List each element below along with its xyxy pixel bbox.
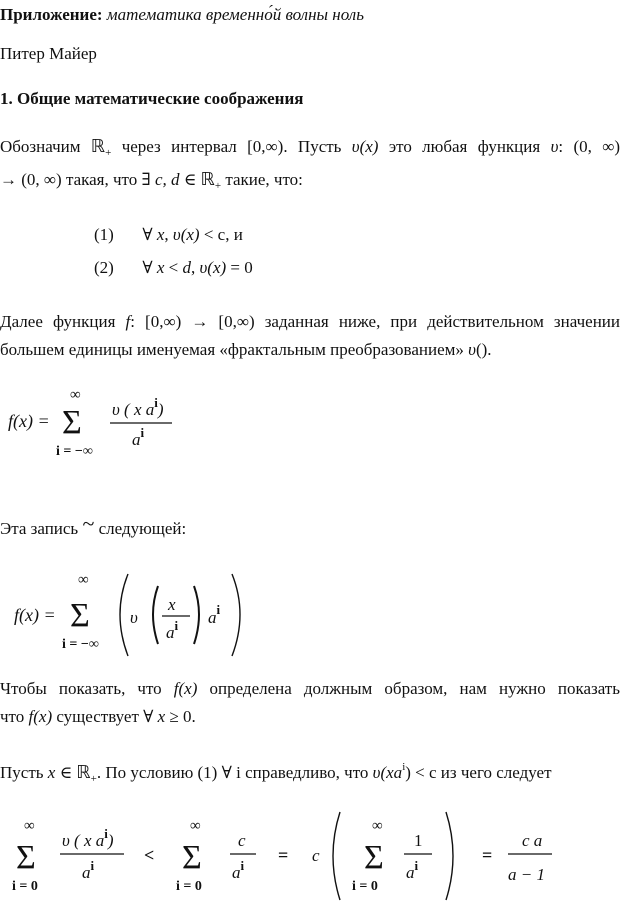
result-denominator: a − 1 (508, 865, 545, 884)
term1-numerator: υ ( x $a^i$) (62, 826, 114, 850)
var-x: x (157, 707, 166, 726)
text: = 0 (226, 258, 253, 277)
text: , (190, 258, 200, 277)
text: Обозначим (0, 137, 91, 156)
reals-subscript: + (214, 180, 222, 192)
para1-line1 (0, 138, 620, 159)
constants-c-d: c, d (154, 170, 180, 189)
reals-subscript: + (90, 773, 97, 785)
text: существует ∀ (52, 707, 158, 726)
text: < (164, 258, 183, 277)
text: ∈ (55, 763, 77, 782)
text: такие, что: (221, 170, 303, 189)
term3-denominator: $a^i$ (406, 858, 419, 882)
function-v-of-xa: υ(xa (372, 763, 403, 782)
right-inner-paren (194, 586, 199, 644)
function-f-of-x: f(x) (28, 707, 53, 726)
text: что (0, 707, 29, 726)
text: : (0, ∞) (558, 137, 620, 156)
var-x: x (156, 225, 165, 244)
text: ∀ (142, 225, 157, 244)
reals-subscript: + (105, 147, 112, 159)
superscript-i: i (402, 761, 406, 773)
header-subtitle: математика временно́й волны ноль (106, 5, 364, 24)
infinity-symbol: ∞ (372, 818, 383, 834)
var-x: x (47, 763, 56, 782)
infinity-symbol: ∞ (190, 818, 201, 834)
reals-symbol: ℝ (90, 136, 106, 157)
section-number: 1. (0, 89, 13, 108)
result-numerator: c a (522, 831, 543, 850)
var-d: d (182, 258, 191, 277)
text: Эта запись (0, 519, 83, 538)
text: : [0,∞) → [0,∞) заданная ниже, при действительном значении (130, 312, 620, 331)
infinity-symbol: ∞ (70, 387, 81, 403)
text: ∈ (179, 170, 201, 189)
condition-number: (2) (94, 258, 114, 277)
text: через интервал [0,∞). Пусть (111, 137, 352, 156)
condition-2 (94, 259, 253, 276)
para3 (0, 513, 186, 537)
text: , (164, 225, 173, 244)
text: → (0, ∞) такая, что ∃ (0, 170, 155, 189)
reals-symbol: ℝ (200, 169, 215, 190)
text: это любая функция (378, 137, 551, 156)
function-f: f (125, 312, 131, 331)
term1-denominator: $a^i$ (82, 858, 95, 882)
para2-line2 (0, 341, 492, 358)
text: Пусть (0, 763, 48, 782)
text: ≥ 0. (165, 707, 196, 726)
text: большем единицы именуемая «фрактальным преобразованием» (0, 340, 469, 359)
term2-denominator: $a^i$ (232, 858, 245, 882)
function-v: υ (468, 340, 476, 359)
left-inner-paren (153, 586, 158, 644)
function-v: υ (550, 137, 559, 156)
para1-line2 (0, 171, 303, 192)
infinity-symbol: ∞ (78, 572, 89, 588)
term3-numerator: 1 (414, 831, 423, 850)
text: (). (475, 340, 492, 359)
constant-c: c (312, 846, 320, 865)
formula-2 (0, 568, 620, 668)
sum-lower-limit: i = 0 (352, 879, 378, 894)
reals-symbol: ℝ (76, 762, 91, 783)
tilde-symbol: ~ (82, 511, 95, 536)
text: Чтобы показать, что (0, 679, 174, 698)
less-than-sign: < (144, 845, 155, 865)
var-x: x (156, 258, 165, 277)
sigma-symbol: Σ (364, 839, 384, 876)
formula-1 (0, 385, 620, 475)
section-heading (0, 90, 303, 107)
function-f-of-x: f(x) (173, 679, 198, 698)
frac-denominator: $a^i$ (166, 618, 179, 642)
sum-lower-limit: i = 0 (176, 879, 202, 894)
left-paren (333, 812, 340, 900)
formula-3 (0, 804, 620, 904)
para5 (0, 762, 552, 785)
section-title: Общие математические соображения (17, 89, 304, 108)
term2-numerator: c (238, 831, 246, 850)
header-label: Приложение: (0, 5, 103, 24)
frac-numerator: x (168, 595, 176, 614)
equals-sign: = (278, 845, 289, 865)
text: < c, и (199, 225, 243, 244)
formula1-lhs: f(x) = (8, 411, 50, 431)
function-v-of-x: υ(x) (351, 137, 379, 156)
sigma-symbol: Σ (182, 839, 202, 876)
infinity-symbol: ∞ (24, 818, 35, 834)
text: Далее функция (0, 312, 126, 331)
formula2-lhs: f(x) = (14, 605, 56, 625)
sigma-symbol: Σ (16, 839, 36, 876)
text: ∀ (142, 258, 157, 277)
formula1-denominator: $a^i$ (132, 425, 145, 449)
text: ) < c из чего следует (405, 763, 552, 782)
para2-line1 (0, 313, 620, 330)
tail-factor: $a^i$ (208, 602, 221, 627)
condition-number: (1) (94, 225, 114, 244)
sigma-symbol: Σ (62, 404, 82, 441)
left-paren (120, 574, 128, 656)
formula1-numerator: υ ( x $a^i$) (112, 395, 164, 419)
right-paren (446, 812, 453, 900)
sum-lower-limit: i = 0 (12, 879, 38, 894)
condition-1 (94, 226, 243, 243)
right-paren (232, 574, 240, 656)
para4-line1 (0, 680, 620, 697)
function-v-of-x: υ(x) (199, 258, 227, 277)
author-name: Питер Майер (0, 44, 97, 63)
sum-lower-limit: i = −∞ (56, 444, 93, 459)
function-v-of-x: υ(x) (172, 225, 200, 244)
para4-line2 (0, 708, 196, 725)
function-v: υ (130, 608, 138, 627)
sum-lower-limit: i = −∞ (62, 637, 99, 652)
document-header (0, 6, 364, 23)
equals-sign: = (482, 845, 493, 865)
text: следующей: (94, 519, 187, 538)
text: определена должным образом, нам нужно показать (197, 679, 620, 698)
text: . По условию (1) ∀ i справедливо, что (96, 763, 373, 782)
sigma-symbol: Σ (70, 597, 90, 634)
